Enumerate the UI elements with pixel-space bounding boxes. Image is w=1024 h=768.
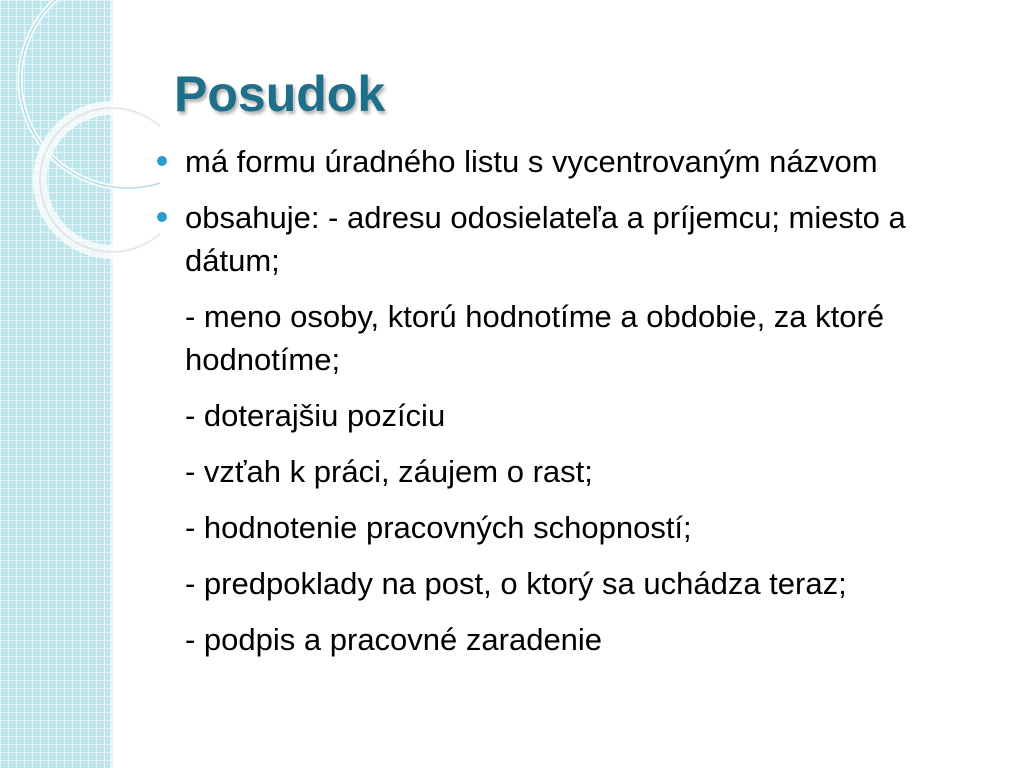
slide-body <box>155 140 1000 661</box>
bullet-dot-icon <box>157 212 167 222</box>
bullet-text: má formu úradného listu s vycentrovaným názvom <box>185 144 878 179</box>
slide-title: Posudok <box>174 66 386 122</box>
decorative-circles-graphic <box>0 0 160 260</box>
bullet-item <box>155 196 1000 282</box>
sub-item: - vzťah k práci, záujem o rast; <box>185 454 593 489</box>
sub-item: - meno osoby, ktorú hodnotíme a obdobie, za ktoré hodnotíme; <box>185 299 885 377</box>
bullet-text: obsahuje: - adresu odosielateľa a príjemcu; miesto a dátum; <box>185 200 906 278</box>
bullet-dot-icon <box>157 156 167 166</box>
sub-item: - doterajšiu pozíciu <box>185 398 446 433</box>
sub-item: - predpoklady na post, o ktorý sa uchádza teraz; <box>185 566 847 601</box>
sub-item: - podpis a pracovné zaradenie <box>185 622 603 657</box>
sub-item: - hodnotenie pracovných schopností; <box>185 510 692 545</box>
bullet-item <box>155 140 1000 183</box>
